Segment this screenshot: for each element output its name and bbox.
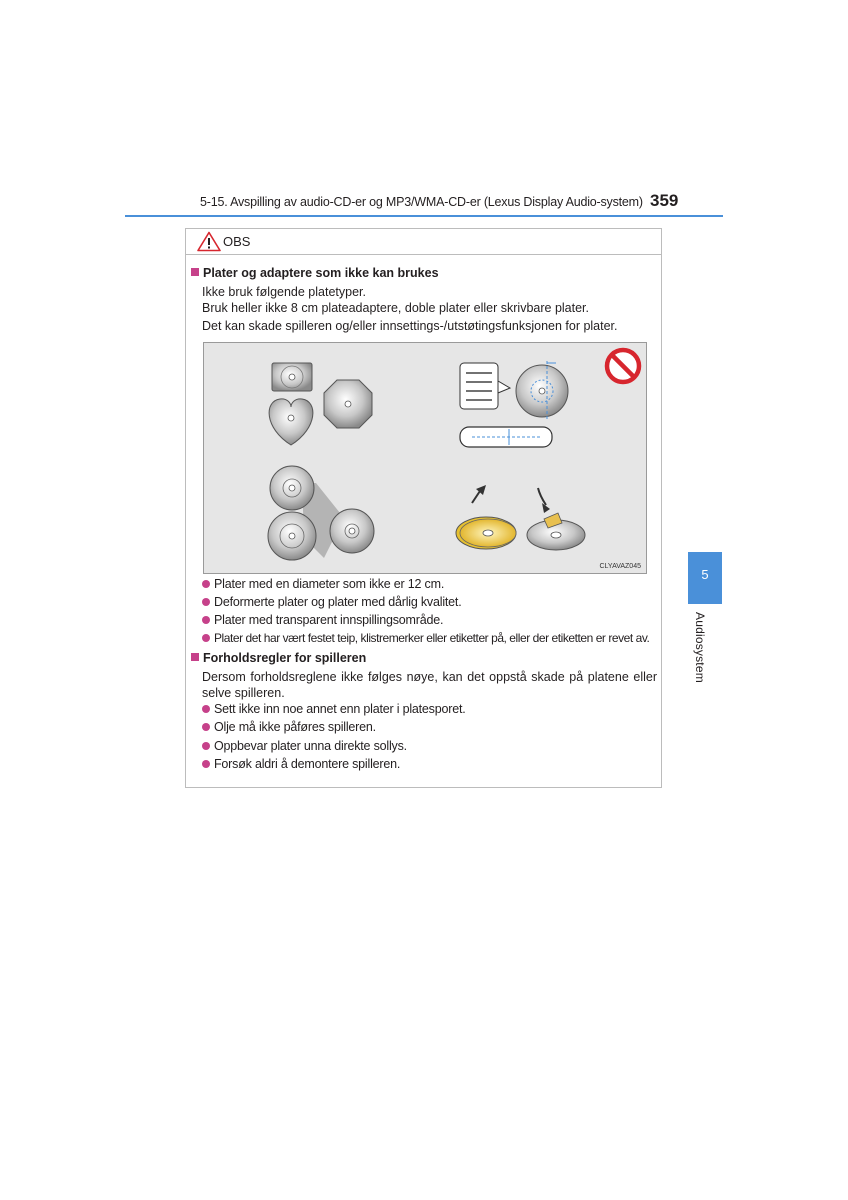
figure-code: CLYAVAZ045 bbox=[599, 563, 641, 570]
bullet-dot-icon bbox=[202, 760, 210, 768]
list-item: Plater med transparent innspillingsområde. bbox=[202, 613, 443, 627]
paragraph-line: Bruk heller ikke 8 cm plateadaptere, doble plater eller skrivbare plater. bbox=[202, 301, 590, 315]
list-item: Deformerte plater og plater med dårlig kvalitet. bbox=[202, 595, 461, 609]
bullet-dot-icon bbox=[202, 580, 210, 588]
discs-illustration-icon bbox=[204, 343, 647, 574]
paragraph-text: Dersom forholdsreglene ikke følges nøye, kan det oppstå skade på platene eller selve spilleren. bbox=[202, 670, 657, 700]
chapter-label: Audiosystem bbox=[693, 612, 707, 683]
page-number: 359 bbox=[650, 191, 679, 210]
running-header-title: 5-15. Avspilling av audio-CD-er og MP3/WMA-CD-er (Lexus Display Audio-system) bbox=[200, 195, 643, 209]
bullet-dot-icon bbox=[202, 616, 210, 624]
bullet-dot-icon bbox=[202, 742, 210, 750]
square-bullet-icon bbox=[191, 268, 199, 276]
section-heading-player-precautions: Forholdsregler for spilleren bbox=[191, 651, 366, 665]
section-heading-unusable-discs: Plater og adaptere som ikke kan brukes bbox=[191, 266, 439, 280]
bullet-dot-icon bbox=[202, 634, 210, 642]
notice-box bbox=[185, 228, 662, 788]
warning-triangle-icon bbox=[197, 231, 221, 252]
bullet-dot-icon bbox=[202, 598, 210, 606]
list-item: Olje må ikke påføres spilleren. bbox=[202, 720, 376, 734]
list-item: Forsøk aldri å demontere spilleren. bbox=[202, 757, 400, 771]
paragraph-line: Det kan skade spilleren og/eller innsettings-/utstøtingsfunksjonen for plater. bbox=[202, 319, 618, 333]
list-item: Plater det har vært festet teip, klistremerker eller etiketter på, eller der etiketten er revet av. bbox=[202, 631, 649, 645]
notice-title: OBS bbox=[223, 234, 251, 249]
bullet-dot-icon bbox=[202, 705, 210, 713]
chapter-tab[interactable]: 5 bbox=[688, 552, 722, 604]
list-item: Plater med en diameter som ikke er 12 cm. bbox=[202, 577, 444, 591]
header-rule bbox=[125, 215, 723, 217]
list-item: Sett ikke inn noe annet enn plater i platesporet. bbox=[202, 702, 466, 716]
paragraph-line: Ikke bruk følgende platetyper. bbox=[202, 285, 366, 299]
unusable-discs-illustration bbox=[203, 342, 647, 574]
list-item: Oppbevar plater unna direkte sollys. bbox=[202, 739, 407, 753]
square-bullet-icon bbox=[191, 653, 199, 661]
bullet-dot-icon bbox=[202, 723, 210, 731]
notice-header bbox=[186, 229, 661, 255]
